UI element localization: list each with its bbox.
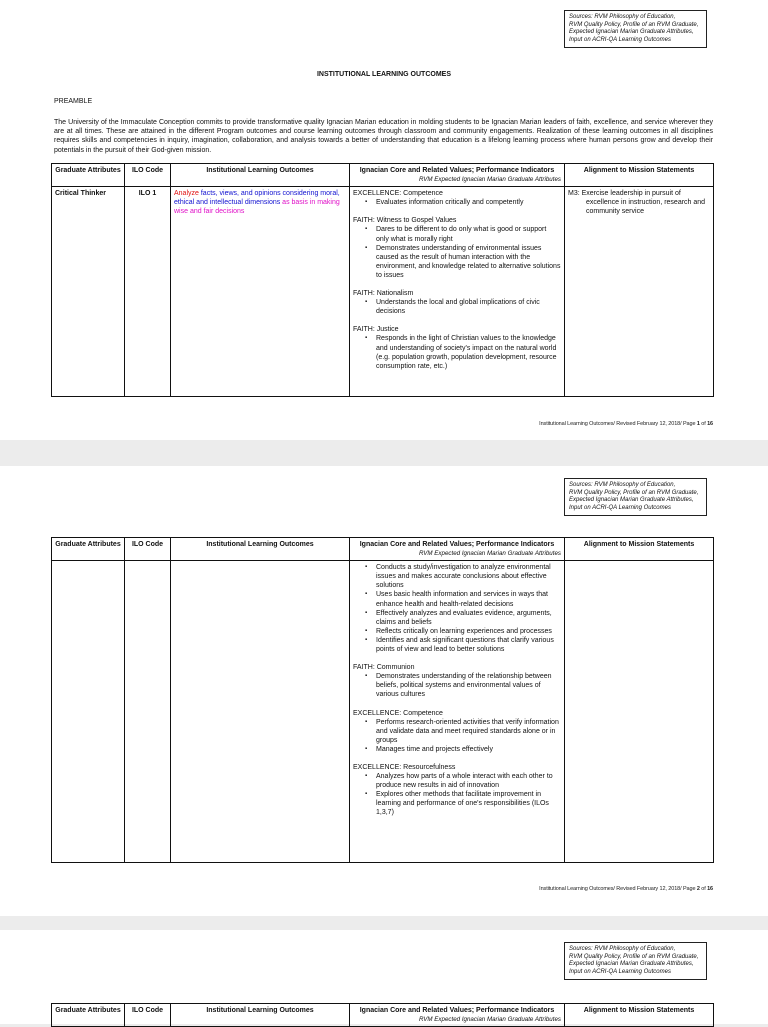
list-item: ▪ Evaluates information critically and competently <box>376 198 561 207</box>
page-footer <box>539 886 713 892</box>
list-item: ▪ Explores other methods that facilitate improvement in learning and performance of one's responsibilities (ILOs 1,3,7) <box>376 790 561 817</box>
sources-line: Expected Ignacian Marian Graduate Attributes, <box>569 961 694 968</box>
preamble-text: The University of the Immaculate Conception commits to provide transformative quality Ignacian Marian education in molding students to be Ignacian Marian leaders of faith, excellence, and service wherever they are at all times. These are attained in the different Program outcomes and course learning outcomes through classroom and community engagements. Realization of these learning outcomes in all disciplines requires skills and competencies in inquiry, imagination, collaboration, and analysis towards a better of understanding that education is a lifelong learning process where human persons grow and develop their potentials in the pursuit of their God-given mission. <box>54 119 713 154</box>
value-section <box>353 763 561 818</box>
header-graduate-attributes: Graduate Attributes <box>52 164 125 187</box>
list-item: ▪ Responds in the light of Christian values to the knowledge and understanding of society's impact on the natural world (e.g. population growth, population development, resource consumption rate, etc.) <box>376 334 561 370</box>
list-item: ▪ Reflects critically on learning experiences and processes <box>376 627 561 636</box>
cell-values <box>350 187 565 397</box>
footer-total: 16 <box>707 421 713 427</box>
sources-line: Sources: RVM Philosophy of Education, <box>569 14 676 20</box>
header-ilo-code: ILO Code <box>125 1004 171 1027</box>
header-values <box>350 164 565 187</box>
footer-page: 1 <box>696 421 700 427</box>
footer-of: of <box>699 886 708 892</box>
footer-page: 2 <box>696 886 700 892</box>
cell-mission: M3: Exercise leadership in pursuit of excellence in instruction, research and community service <box>565 187 714 397</box>
ilo-table <box>51 537 714 863</box>
header-ilo-code: ILO Code <box>125 538 171 561</box>
list-item: ▪ Uses basic health information and services in ways that enhance health and health-related decisions <box>376 590 561 608</box>
list-item: ▪ Demonstrates understanding of the relationship between beliefs, political systems and environmental values of various cultures <box>376 672 561 699</box>
header-ilo: Institutional Learning Outcomes <box>171 1004 350 1027</box>
header-graduate-attributes: Graduate Attributes <box>52 1004 125 1027</box>
cell-ilo-code <box>125 561 171 863</box>
cell-attribute: Critical Thinker <box>52 187 125 397</box>
header-values-sub: RVM Expected Ignacian Marian Graduate Attributes <box>418 550 561 558</box>
header-values-label: Ignacian Core and Related Values; Performance Indicators <box>359 167 555 174</box>
sources-line: RVM Quality Policy, Profile of an RVM Graduate, <box>569 953 699 960</box>
page-title: INSTITUTIONAL LEARNING OUTCOMES <box>316 71 452 78</box>
cell-ilo-code: ILO 1 <box>125 187 171 397</box>
preamble-label: PREAMBLE <box>54 98 93 105</box>
value-heading: FAITH: Communion <box>353 664 415 672</box>
cell-mission <box>565 561 714 863</box>
header-ilo: Institutional Learning Outcomes <box>171 164 350 187</box>
table-row <box>52 561 714 863</box>
list-item: ▪ Analyzes how parts of a whole interact with each other to produce new results in aid of innovation <box>376 772 561 790</box>
value-section <box>353 216 561 280</box>
list-item: ▪ Conducts a study/investigation to analyze environmental issues and makes accurate conclusions about effective solutions <box>376 563 561 590</box>
value-heading: FAITH: Nationalism <box>353 290 414 298</box>
value-heading: EXCELLENCE: Resourcefulness <box>353 763 456 771</box>
value-heading: FAITH: Witness to Gospel Values <box>353 217 457 225</box>
ilo-verb: Analyze <box>174 190 199 198</box>
list-item: ▪ Dares to be different to do only what is good or support only what is morally right <box>376 225 561 243</box>
sources-line: Expected Ignacian Marian Graduate Attributes, <box>569 497 694 504</box>
ilo-object: facts, views, and opinions considering moral, ethical and intellectual dimensions <box>174 190 340 207</box>
value-lead-list <box>353 563 561 654</box>
table-header-row <box>52 538 714 561</box>
cell-attribute <box>52 561 125 863</box>
header-values-sub: RVM Expected Ignacian Marian Graduate Attributes <box>418 1016 561 1024</box>
list-item: ▪ Manages time and projects effectively <box>376 745 561 754</box>
value-section <box>353 663 561 699</box>
footer-text: Institutional Learning Outcomes/ Revised February 12, 2018/ Page <box>539 886 697 892</box>
header-mission: Alignment to Mission Statements <box>565 164 714 187</box>
sources-line: Expected Ignacian Marian Graduate Attributes, <box>569 29 694 36</box>
cell-ilo <box>171 187 350 397</box>
ilo-table <box>51 163 714 397</box>
value-section <box>353 189 561 207</box>
page-footer <box>539 421 713 427</box>
value-heading: FAITH: Justice <box>353 326 399 334</box>
header-values <box>350 1004 565 1027</box>
sources-box <box>564 10 707 48</box>
list-item: ▪ Performs research-oriented activities that verify information and validate data and meet required standards alone or in groups <box>376 718 561 745</box>
header-graduate-attributes: Graduate Attributes <box>52 538 125 561</box>
header-ilo-code: ILO Code <box>125 164 171 187</box>
sources-box <box>564 478 707 516</box>
sources-line: RVM Quality Policy, Profile of an RVM Graduate, <box>569 21 699 28</box>
sources-line: RVM Quality Policy, Profile of an RVM Graduate, <box>569 489 699 496</box>
table-header-row <box>52 1004 714 1027</box>
header-values <box>350 538 565 561</box>
header-values-label: Ignacian Core and Related Values; Performance Indicators <box>359 541 555 548</box>
header-values-sub: RVM Expected Ignacian Marian Graduate Attributes <box>418 176 561 184</box>
ilo-table <box>51 1003 714 1027</box>
header-mission: Alignment to Mission Statements <box>565 1004 714 1027</box>
table-row <box>52 187 714 397</box>
list-item: ▪ Effectively analyzes and evaluates evidence, arguments, claims and beliefs <box>376 609 561 627</box>
header-ilo: Institutional Learning Outcomes <box>171 538 350 561</box>
value-section <box>353 709 561 754</box>
table-header-row <box>52 164 714 187</box>
header-mission: Alignment to Mission Statements <box>565 538 714 561</box>
document-page-1 <box>0 0 768 440</box>
sources-line: Sources: RVM Philosophy of Education, <box>569 482 676 488</box>
value-heading: EXCELLENCE: Competence <box>353 190 443 198</box>
header-values-label: Ignacian Core and Related Values; Performance Indicators <box>359 1007 555 1014</box>
value-section <box>353 325 561 370</box>
footer-of: of <box>699 421 708 427</box>
cell-values <box>350 561 565 863</box>
footer-total: 16 <box>707 886 713 892</box>
sources-box <box>564 942 707 980</box>
document-page-2 <box>0 466 768 916</box>
footer-text: Institutional Learning Outcomes/ Revised February 12, 2018/ Page <box>539 421 697 427</box>
sources-line: Input on ACRI-QA Learning Outcomes <box>569 968 671 975</box>
sources-line: Sources: RVM Philosophy of Education, <box>569 946 676 952</box>
value-heading: EXCELLENCE: Competence <box>353 709 443 717</box>
sources-line: Input on ACRI-QA Learning Outcomes <box>569 36 671 43</box>
list-item: ▪ Demonstrates understanding of environmental issues caused as the result of human interaction with the environment, and knowledge related to alternative solutions to issues <box>376 244 561 280</box>
document-page-3 <box>0 930 768 1024</box>
list-item: ▪ Identifies and ask significant questions that clarify various points of view and lead to better solutions <box>376 636 561 654</box>
value-section <box>353 289 561 316</box>
sources-line: Input on ACRI-QA Learning Outcomes <box>569 504 671 511</box>
list-item: ▪ Understands the local and global implications of civic decisions <box>376 298 561 316</box>
ilo-purpose: as basis in making wise and fair decisions <box>174 199 340 216</box>
cell-ilo <box>171 561 350 863</box>
